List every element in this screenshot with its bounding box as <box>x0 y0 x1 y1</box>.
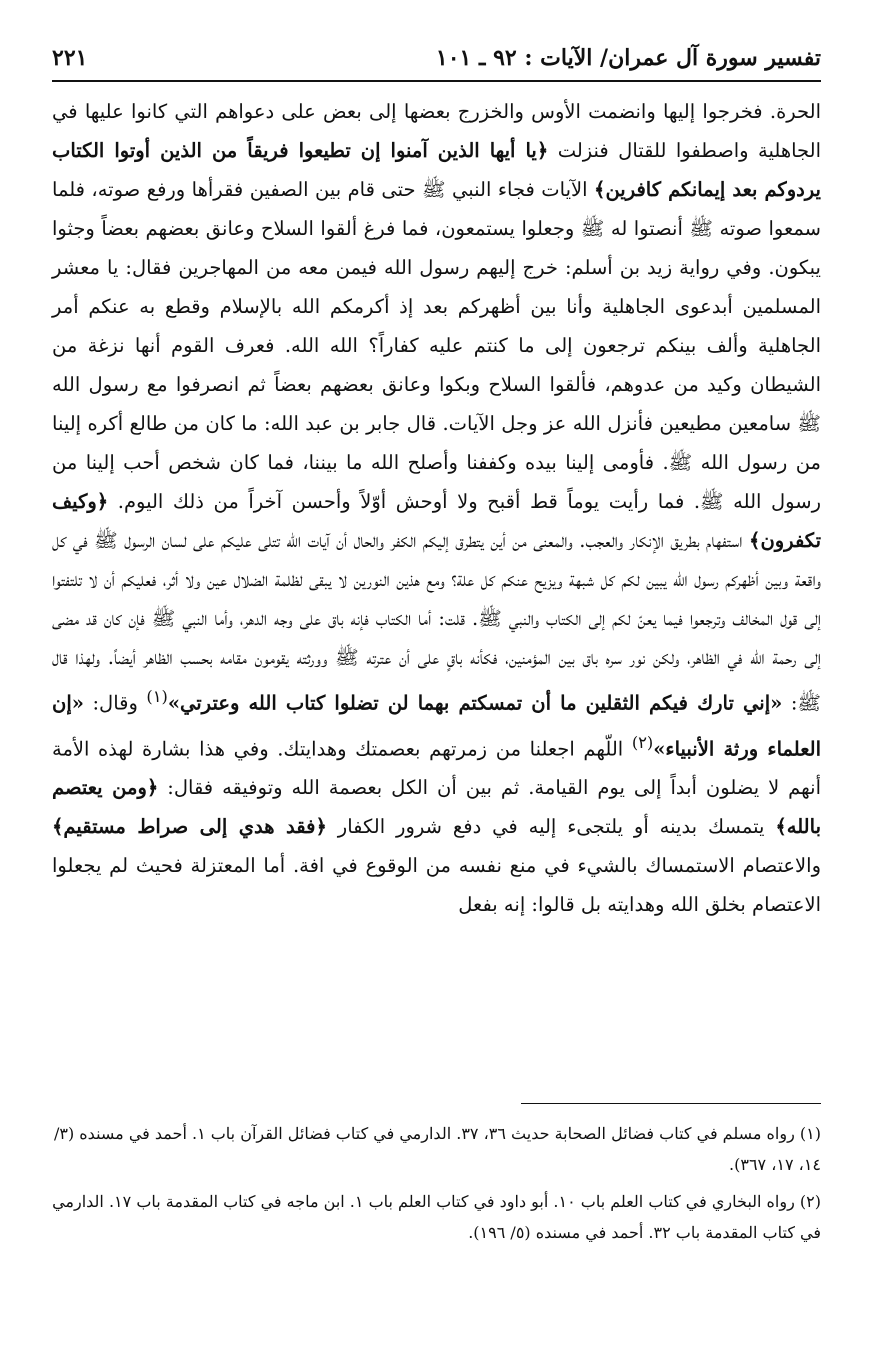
text-segment: الحرة. فخرجوا إليها وانضمت الأوس والخزرج بعضها إلى بعض على دعواهم التي كانوا عليها في الجاهلية واصطفوا للقتال فنزلت <box>52 100 821 162</box>
text-segment: اللّهم اجعلنا من زمرتهم بعصمتك وهدايتك. وفي هذا بشارة لهذه الأمة أنهم لا يضلون أبداً إلى يوم القيامة. ثم بين أن الكل بعصمة الله وتوفيقه فقال: <box>52 737 821 799</box>
text-segment: الآيات فجاء النبي ﷺ حتى قام بين الصفين فقرأها ورفع صوته، فلما سمعوا صوته ﷺ أنصتوا له ﷺ وجعلوا يستمعون، فما فرغ ألقوا السلاح وعانق بعضهم بعضاً وجثوا يبكون. وفي رواية زيد بن أسلم: خرج إليهم رسول الله فيمن معه من المهاجرين فقال: يا معشر المسلمين أبدعوى الجاهلية وأنا بين أظهركم بعد إذ أكرمكم الله بالإسلام وقطع به عنكم أمر الجاهلية وألف بينكم ترجعون إلى ما كنتم عليه كفاراً؟ الله الله. فعرف القوم أنها نزغة من الشيطان وكيد من عدوهم، فألقوا السلاح وبكوا وعانق بعضهم بعضاً ثم انصرفوا مع رسول الله ﷺ سامعين مطيعين فأنزل الله عز وجل الآيات. قال جابر بن عبد الله: ما كان من طالع أكره إلينا من رسول الله ﷺ. فأومى إلينا بيده وكففنا وأصلح الله ما بيننا، فما كان شخص أحب إلينا من رسول الله ﷺ. فما رأيت يوماً قط أقبح ولا أوحش أوّلاً وأحسن آخراً من ذلك اليوم. <box>52 178 821 513</box>
footnote-ref: (٢) <box>631 732 654 752</box>
running-header <box>52 38 821 78</box>
page-number: ٢٢١ <box>52 45 88 71</box>
footnote-2: (٢) رواه البخاري في كتاب العلم باب ١٠. أبو داود في كتاب العلم باب ١. ابن ماجه في كتاب المقدمة باب ١٧. الدارمي في كتاب المقدمة باب ٣٢. أحمد في مسنده (٥/ ١٩٦). <box>52 1192 821 1242</box>
text-segment: والاعتصام الاستمساك بالشيء في منع نفسه من الوقوع في افة. أما المعتزلة فحيث لم يجعلوا الاعتصام بخلق الله وهدايته بل قالوا: إنه بفعل <box>52 854 821 916</box>
text-segment: وقال: <box>92 691 138 715</box>
footnote-divider <box>521 1103 821 1104</box>
header-divider <box>52 80 821 82</box>
hadith-quote: «إن العلماء ورثة الأنبياء» <box>52 691 822 760</box>
footnote-ref: (١) <box>146 687 168 706</box>
footnote-1: (١) رواه مسلم في كتاب فضائل الصحابة حديث ٣٦، ٣٧. الدارمي في كتاب فضائل القرآن باب ١. أحمد في مسنده (٣/ ١٤، ١٧، ٣٦٧). <box>53 1124 821 1174</box>
footnotes <box>52 1118 821 1254</box>
hadith-quote: «إني تارك فيكم الثقلين ما أن تمسكتم بهما لن تضلوا كتاب الله وعترتي» <box>167 691 783 715</box>
quran-verse: ﴿فقد هدي إلى صراط مستقيم﴾ <box>52 815 327 838</box>
quran-verse: ﴿يا أيها الذين آمنوا إن تطيعوا فريقاً من الذين أوتوا الكتاب يردوكم بعد إيمانكم كافرين﴾ <box>52 139 821 201</box>
text-segment: يتمسك بدينه أو يلتجىء إليه في دفع شرور الكفار <box>337 815 765 838</box>
running-title: تفسير سورة آل عمران/ الآيات : ٩٢ ـ ١٠١ <box>435 45 821 71</box>
main-text <box>52 92 821 924</box>
text-segment: استفهام بطريق الإنكار والعجب. والمعنى من أين يتطرق إليكم الكفر والحال أن آيات الله تتلى عليكم على لسان الرسول ﷺ في كل واقعة وبين أظهركم رسول الله يبين لكم كل شبهة ويزيح عنكم كل علة؟ ومع هذين النورين لا يبقى لظلمة الضلال عين ولا أثر، فعليكم أن لا تلتفتوا إلى قول المخالف وترجعوا فيما يعنّ لكم إلى الكتاب والنبي ﷺ. قلت: أما الكتاب فإنه باق على وجه الدهر، وأما النبي ﷺ فإن كان قد مضى إلى رحمة الله في الظاهر، ولكن نور سره باق بين المؤمنين، فكأنه باقٍ على أن عترته ﷺ وورثته يقومون مقامه بحسب الظاهر أيضاً. ولهذا قال ﷺ: <box>52 529 821 715</box>
quran-verse: ﴿ومن يعتصم بالله﴾ <box>52 776 821 838</box>
quran-verse: ﴿وكيف تكفرون﴾ <box>52 490 821 552</box>
